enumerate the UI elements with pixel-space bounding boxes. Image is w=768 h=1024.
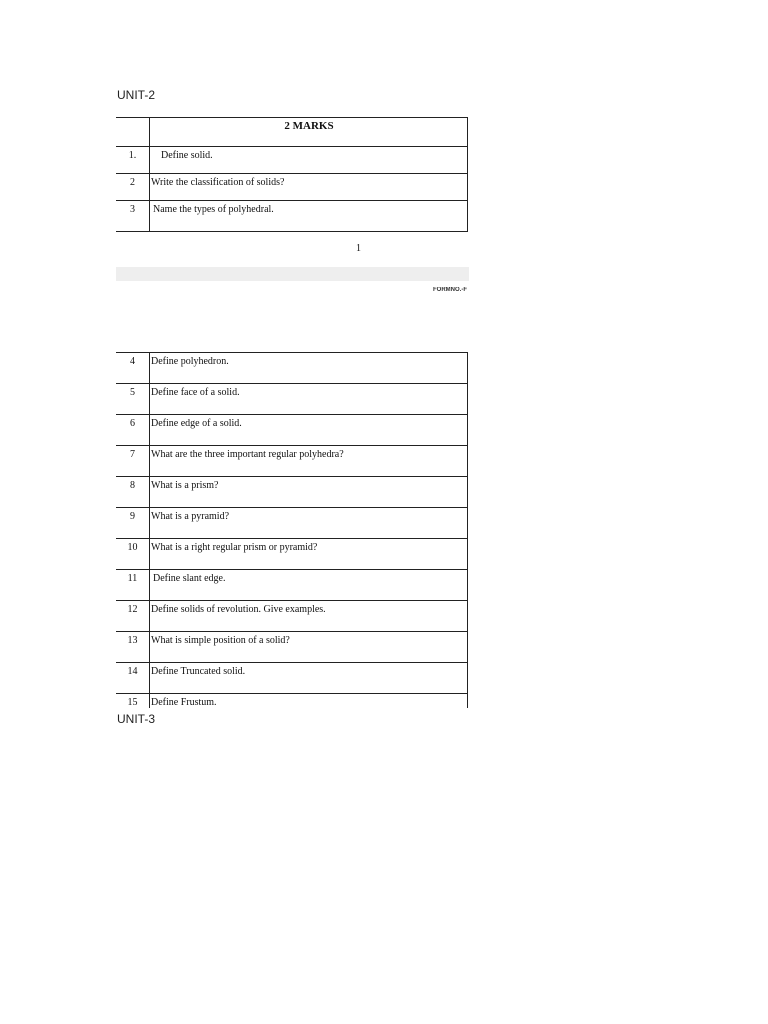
question-text: What is a right regular prism or pyramid?	[150, 539, 468, 570]
question-number: 8	[116, 477, 150, 508]
questions-table-page-1	[116, 117, 468, 232]
table-row	[116, 477, 468, 508]
question-text: What are the three important regular polyhedra?	[150, 446, 468, 477]
table-header: 2 MARKS	[150, 118, 468, 147]
table-row	[116, 570, 468, 601]
table-row	[116, 353, 468, 384]
question-text: Define face of a solid.	[150, 384, 468, 415]
questions-table-page-2	[116, 352, 468, 708]
table-row	[116, 694, 468, 709]
table-header-row	[116, 118, 468, 147]
table-row	[116, 539, 468, 570]
question-number: 3	[116, 201, 150, 232]
question-number: 5	[116, 384, 150, 415]
table-row	[116, 384, 468, 415]
question-text: What is a pyramid?	[150, 508, 468, 539]
table-row	[116, 508, 468, 539]
table-row	[116, 446, 468, 477]
table-row	[116, 663, 468, 694]
question-text: Name the types of polyhedral.	[150, 201, 468, 232]
question-text: Define edge of a solid.	[150, 415, 468, 446]
question-text: Define polyhedron.	[150, 353, 468, 384]
question-number: 7	[116, 446, 150, 477]
table-row	[116, 201, 468, 232]
question-number: 13	[116, 632, 150, 663]
table-row	[116, 601, 468, 632]
question-number: 14	[116, 663, 150, 694]
unit-2-heading: UNIT-2	[117, 88, 156, 102]
page-number: 1	[356, 243, 361, 254]
question-text: Define solids of revolution. Give examples.	[150, 601, 468, 632]
question-number: 15	[116, 694, 150, 709]
table-row	[116, 415, 468, 446]
header-number-cell	[116, 118, 150, 147]
question-text: Define slant edge.	[150, 570, 468, 601]
question-text: Define solid.	[150, 147, 468, 174]
table-row	[116, 632, 468, 663]
question-number: 4	[116, 353, 150, 384]
unit-3-heading: UNIT-3	[117, 712, 156, 726]
question-number: 11	[116, 570, 150, 601]
table-row	[116, 174, 468, 201]
question-number: 1.	[116, 147, 150, 174]
question-text: Write the classification of solids?	[150, 174, 468, 201]
table-row	[116, 147, 468, 174]
question-text: What is a prism?	[150, 477, 468, 508]
page-break-separator	[116, 267, 469, 281]
question-text: Define Truncated solid.	[150, 663, 468, 694]
question-text: What is simple position of a solid?	[150, 632, 468, 663]
question-text: Define Frustum.	[150, 694, 468, 709]
question-number: 6	[116, 415, 150, 446]
question-number: 9	[116, 508, 150, 539]
question-number: 10	[116, 539, 150, 570]
form-number: FORMNO.-F	[433, 287, 467, 293]
question-number: 2	[116, 174, 150, 201]
question-number: 12	[116, 601, 150, 632]
